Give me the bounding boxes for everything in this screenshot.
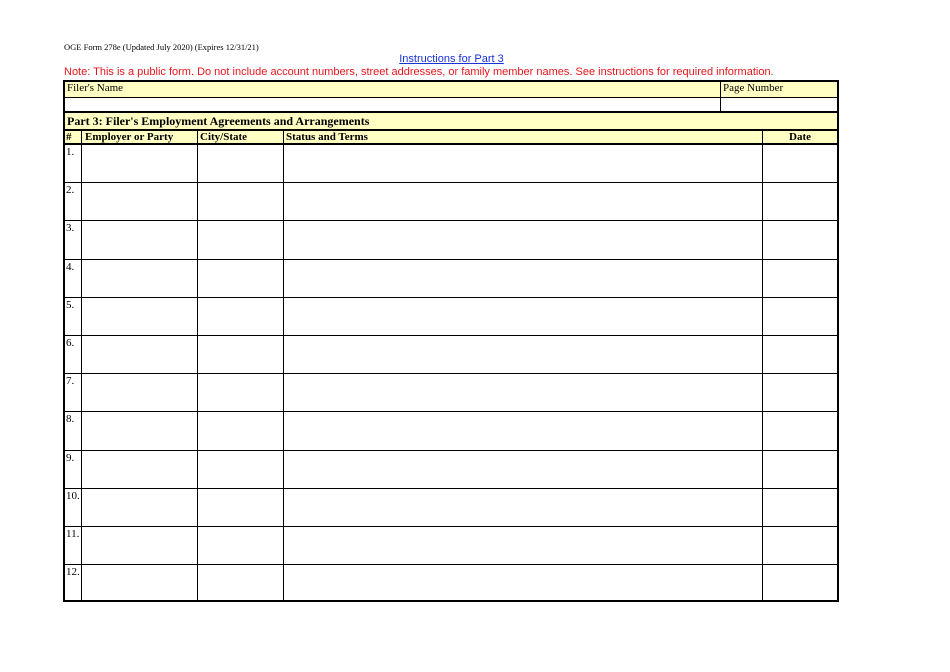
status-terms-field[interactable] bbox=[284, 374, 762, 411]
row-number: 2. bbox=[66, 184, 75, 197]
date-field[interactable] bbox=[763, 298, 837, 335]
date-field[interactable] bbox=[763, 183, 837, 220]
city-state-field[interactable] bbox=[198, 221, 283, 258]
status-terms-field[interactable] bbox=[284, 221, 762, 258]
form-table bbox=[63, 80, 839, 602]
col-header-date: Date bbox=[763, 131, 837, 143]
city-state-field[interactable] bbox=[198, 565, 283, 602]
status-terms-field[interactable] bbox=[284, 527, 762, 564]
city-state-field[interactable] bbox=[198, 145, 283, 182]
city-state-field[interactable] bbox=[198, 336, 283, 373]
row-number: 10. bbox=[66, 489, 80, 502]
status-terms-field[interactable] bbox=[284, 565, 762, 602]
employer-field[interactable] bbox=[82, 260, 197, 297]
employer-field[interactable] bbox=[82, 221, 197, 258]
employer-field[interactable] bbox=[82, 183, 197, 220]
instructions-link[interactable]: Instructions for Part 3 bbox=[399, 53, 504, 65]
status-terms-field[interactable] bbox=[284, 145, 762, 182]
filer-name-field[interactable] bbox=[65, 98, 720, 111]
filer-name-label: Filer's Name bbox=[65, 82, 721, 97]
city-state-field[interactable] bbox=[198, 412, 283, 449]
row-number: 11. bbox=[66, 528, 80, 540]
row-number: 8. bbox=[66, 413, 75, 426]
row-number: 3. bbox=[66, 222, 75, 235]
status-terms-field[interactable] bbox=[284, 260, 762, 297]
row-number: 9. bbox=[66, 451, 75, 464]
city-state-field[interactable] bbox=[198, 527, 283, 564]
date-field[interactable] bbox=[763, 336, 837, 373]
date-field[interactable] bbox=[763, 565, 837, 602]
employer-field[interactable] bbox=[82, 489, 197, 526]
row-number: 12. bbox=[66, 566, 80, 579]
row-number: 1. bbox=[66, 146, 75, 158]
city-state-field[interactable] bbox=[198, 183, 283, 220]
employer-field[interactable] bbox=[82, 412, 197, 449]
date-field[interactable] bbox=[763, 527, 837, 564]
date-field[interactable] bbox=[763, 221, 837, 258]
col-header-num: # bbox=[65, 131, 81, 143]
row-number: 4. bbox=[66, 260, 75, 273]
row-number: 7. bbox=[66, 375, 75, 388]
date-field[interactable] bbox=[763, 412, 837, 449]
city-state-field[interactable] bbox=[198, 374, 283, 411]
status-terms-field[interactable] bbox=[284, 412, 762, 449]
row-number: 5. bbox=[66, 298, 75, 311]
col-header-city: City/State bbox=[198, 131, 283, 143]
employer-field[interactable] bbox=[82, 451, 197, 488]
city-state-field[interactable] bbox=[198, 451, 283, 488]
employer-field[interactable] bbox=[82, 527, 197, 564]
col-header-status: Status and Terms bbox=[284, 131, 762, 143]
status-terms-field[interactable] bbox=[284, 489, 762, 526]
page-number-field[interactable] bbox=[721, 98, 837, 111]
date-field[interactable] bbox=[763, 489, 837, 526]
status-terms-field[interactable] bbox=[284, 336, 762, 373]
date-field[interactable] bbox=[763, 374, 837, 411]
date-field[interactable] bbox=[763, 260, 837, 297]
page-number-label: Page Number bbox=[721, 82, 837, 97]
status-terms-field[interactable] bbox=[284, 451, 762, 488]
employer-field[interactable] bbox=[82, 298, 197, 335]
city-state-field[interactable] bbox=[198, 489, 283, 526]
city-state-field[interactable] bbox=[198, 260, 283, 297]
employer-field[interactable] bbox=[82, 145, 197, 182]
form-id: OGE Form 278e (Updated July 2020) (Expires 12/31/21) bbox=[64, 42, 259, 52]
employer-field[interactable] bbox=[82, 565, 197, 602]
col-header-employer: Employer or Party bbox=[82, 131, 197, 143]
city-state-field[interactable] bbox=[198, 298, 283, 335]
row-number: 6. bbox=[66, 337, 75, 349]
part-title: Part 3: Filer's Employment Agreements and Arrangements bbox=[65, 113, 837, 129]
date-field[interactable] bbox=[763, 451, 837, 488]
status-terms-field[interactable] bbox=[284, 183, 762, 220]
employer-field[interactable] bbox=[82, 374, 197, 411]
status-terms-field[interactable] bbox=[284, 298, 762, 335]
public-form-note: Note: This is a public form. Do not include account numbers, street addresses, or family member names. See instructions for required information. bbox=[64, 66, 774, 78]
employer-field[interactable] bbox=[82, 336, 197, 373]
date-field[interactable] bbox=[763, 145, 837, 182]
